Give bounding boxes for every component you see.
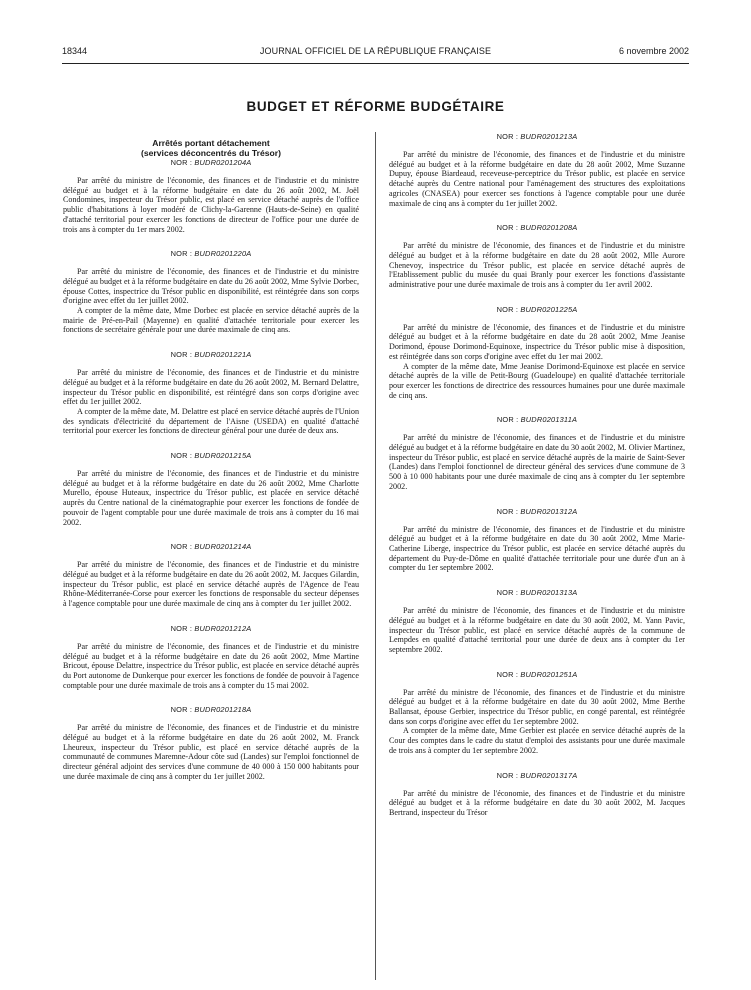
nor-code: BUDR0201311A bbox=[520, 415, 578, 425]
nor-code: BUDR0201212A bbox=[194, 623, 252, 633]
decree-paragraph: Par arrêté du ministre de l'économie, des finances et de l'industrie et du ministre délégué au budget et à la réforme budgétaire en date du 26 août 2002, M. Joël Condomines, inspecteur du Trésor public, est placé en service détaché auprès de l'office public d'habitations à loyer modéré de Clichy-la-Garenne (Hauts-de-Seine) en qualité d'attaché territorial pour exercer les fonctions de directeur de l'office pour une durée de trois ans à compter du 1er mars 2002. bbox=[63, 176, 359, 234]
column-heading-line-2: (services déconcentrés du Trésor) bbox=[141, 148, 281, 158]
column-divider bbox=[375, 132, 376, 980]
decree-entry bbox=[389, 132, 685, 208]
nor-label: NOR : bbox=[496, 506, 519, 516]
nor-label: NOR : bbox=[170, 542, 193, 552]
decree-paragraph: A compter de la même date, Mme Gerbier est placée en service détaché auprès de la Cour des comptes dans le cadre du statut d'emploi des assistants pour une durée maximale de trois ans à compter du 1er septembre 2002. bbox=[389, 726, 685, 755]
decree-paragraph: Par arrêté du ministre de l'économie, des finances et de l'industrie et du ministre délégué au budget et à la réforme budgétaire en date du 28 août 2002, Mme Suzanne Dupuy, épouse Biardeaud, receveuse-perceptrice du Trésor public, est placée en service détaché auprès du Centre national pour l'aménagement des structures des exploitations agricoles (CNASEA) pour exercer ses fonctions à l'agence comptable pour une durée maximale de cinq ans à compter du 1er juillet 2002. bbox=[389, 150, 685, 208]
nor-code: BUDR0201204A bbox=[194, 158, 252, 167]
decree-paragraph: Par arrêté du ministre de l'économie, des finances et de l'industrie et du ministre délégué au budget et à la réforme budgétaire en date du 26 août 2002, M. Jacques Gilardin, inspecteur du Trésor public, est placé en service détaché auprès de l'Agence de l'eau Rhône-Méditerranée-Corse pour exercer les fonctions de responsable du secteur dépenses à l'agence comptable pour une durée maximale de cinq ans à compter du 1er juillet 2002. bbox=[63, 560, 359, 609]
column-heading-line-1: Arrêtés portant détachement bbox=[152, 138, 270, 148]
decree-paragraph: A compter de la même date, M. Delattre est placé en service détaché auprès de l'Union des syndicats d'électricité du département de l'Aisne (USEDA) en qualité d'attaché territorial pour exercer les fonctions de directeur général pour une durée de deux ans. bbox=[63, 406, 359, 436]
nor-label: NOR : bbox=[496, 770, 519, 780]
nor-code: BUDR0201317A bbox=[520, 770, 578, 780]
nor-label: NOR : bbox=[170, 350, 193, 360]
nor-label: NOR : bbox=[170, 623, 193, 633]
decree-paragraph: Par arrêté du ministre de l'économie, des finances et de l'industrie et du ministre délégué au budget et à la réforme budgétaire en date du 30 août 2002, M. Jacques Bertrand, inspecteur du Trésor bbox=[389, 788, 685, 817]
nor-reference bbox=[63, 624, 359, 633]
decree-entry bbox=[389, 305, 685, 401]
decree-paragraph: Par arrêté du ministre de l'économie, des finances et de l'industrie et du ministre délégué au budget et à la réforme budgétaire en date du 30 août 2002, Mme Berthe Ballansat, épouse Gerbier, inspectrice du Trésor public, en congé parental, est réintégrée dans son corps d'origine avec effet du 1er septembre 2002. bbox=[389, 687, 685, 726]
decree-paragraph: Par arrêté du ministre de l'économie, des finances et de l'industrie et du ministre délégué au budget et à la réforme budgétaire en date du 30 août 2002, M. Yann Pavic, inspecteur du Trésor public, est placé en service détaché auprès de la commune de Lempdes en qualité d'attaché territorial pour une durée de deux ans à compter du 1er septembre 2002. bbox=[389, 606, 685, 654]
decree-paragraph: A compter de la même date, Mme Dorbec est placée en service détaché auprès de la mairie de Pré-en-Pail (Mayenne) en qualité d'attachée territoriale pour exercer les fonctions de secrétaire générale pour une durée maximale de cinq ans. bbox=[63, 306, 359, 335]
nor-reference bbox=[389, 771, 685, 780]
right-column bbox=[389, 132, 685, 833]
nor-reference bbox=[63, 451, 359, 460]
nor-code: BUDR0201218A bbox=[194, 705, 252, 715]
nor-reference bbox=[389, 223, 685, 232]
decree-paragraph: Par arrêté du ministre de l'économie, des finances et de l'industrie et du ministre délégué au budget et à la réforme budgétaire en date du 26 août 2002, M. Bernard Delattre, inspecteur du Trésor public en disponibilité, est réintégré dans son corps d'origine avec effet du 1er juillet 2002. bbox=[63, 368, 359, 407]
decree-entry bbox=[389, 670, 685, 756]
nor-code: BUDR0201312A bbox=[520, 506, 578, 516]
nor-label: NOR : bbox=[170, 451, 193, 461]
decree-entry bbox=[389, 507, 685, 574]
decree-entry bbox=[63, 158, 359, 234]
nor-reference bbox=[63, 158, 359, 167]
nor-label: NOR : bbox=[170, 705, 193, 715]
nor-label: NOR : bbox=[496, 304, 519, 314]
nor-code: BUDR0201214A bbox=[194, 542, 252, 552]
decree-paragraph: A compter de la même date, Mme Jeanise Dorimond-Equinoxe est placée en service détaché auprès de la ville de Petit-Bourg (Guadeloupe) en qualité d'attachée territoriale pour exercer les fonctions de directrice des ressources humaines pour une durée maximale de cinq ans. bbox=[389, 361, 685, 400]
decree-paragraph: Par arrêté du ministre de l'économie, des finances et de l'industrie et du ministre délégué au budget et à la réforme budgétaire en date du 26 août 2002, Mme Sylvie Dorbec, épouse Cottes, inspectrice du Trésor public en disponibilité, est réintégrée dans son corps d'origine avec effet du 1er juillet 2002. bbox=[63, 267, 359, 306]
nor-code: BUDR0201251A bbox=[520, 669, 578, 679]
nor-reference bbox=[389, 305, 685, 314]
nor-reference bbox=[389, 415, 685, 424]
header-rule bbox=[62, 63, 689, 64]
nor-label: NOR : bbox=[170, 249, 193, 259]
nor-reference bbox=[63, 542, 359, 551]
decree-entry bbox=[63, 705, 359, 781]
nor-reference bbox=[389, 588, 685, 597]
left-column bbox=[63, 138, 359, 797]
nor-reference bbox=[389, 132, 685, 141]
nor-code: BUDR0201215A bbox=[194, 451, 252, 461]
nor-code: BUDR0201221A bbox=[194, 350, 252, 360]
nor-reference bbox=[63, 705, 359, 714]
decree-entry bbox=[63, 350, 359, 436]
nor-code: BUDR0201225A bbox=[520, 304, 578, 314]
nor-label: NOR : bbox=[496, 223, 519, 233]
decree-entry bbox=[63, 451, 359, 527]
nor-reference bbox=[389, 507, 685, 516]
nor-label: NOR : bbox=[496, 669, 519, 679]
running-head bbox=[62, 46, 689, 60]
nor-code: BUDR0201220A bbox=[194, 249, 252, 259]
decree-entry bbox=[63, 624, 359, 691]
decree-entry bbox=[389, 588, 685, 655]
decree-paragraph: Par arrêté du ministre de l'économie, des finances et de l'industrie et du ministre délégué au budget et à la réforme budgétaire en date du 26 août 2002, M. Franck Lheureux, inspecteur du Trésor public, est placé en service détaché auprès de la communauté de communes Maremne-Adour côte sud (Landes) sur l'emploi fonctionnel de directeur général adjoint des services d'une commune de 40 000 à 150 000 habitants pour une durée maximale de cinq ans à compter du 1er juillet 2002. bbox=[63, 723, 359, 781]
nor-reference bbox=[389, 670, 685, 679]
page-number: 18344 bbox=[62, 46, 88, 56]
nor-label: NOR : bbox=[170, 158, 193, 167]
nor-reference bbox=[63, 350, 359, 359]
nor-code: BUDR0201213A bbox=[520, 132, 578, 141]
issue-date: 6 novembre 2002 bbox=[618, 46, 689, 56]
decree-paragraph: Par arrêté du ministre de l'économie, des finances et de l'industrie et du ministre délégué au budget et à la réforme budgétaire en date du 26 août 2002, Mme Martine Bricout, épouse Delattre, inspectrice du Trésor public, est placée en service détaché auprès du Port autonome de Dunkerque pour exercer les fonctions de fondée de pouvoir à l'agence comptable pour une durée maximale de trois ans à compter du 15 mai 2002. bbox=[63, 641, 359, 690]
decree-entry bbox=[389, 771, 685, 818]
decree-entry bbox=[63, 249, 359, 335]
decree-paragraph: Par arrêté du ministre de l'économie, des finances et de l'industrie et du ministre délégué au budget et à la réforme budgétaire en date du 30 août 2002, Mme Marie-Catherine Liberge, inspectrice du Trésor public, est placée en service détaché auprès du département du Puy-de-Dôme en qualité d'attachée territoriale pour une durée d'un an à compter du 1er septembre 2002. bbox=[389, 524, 685, 573]
decree-paragraph: Par arrêté du ministre de l'économie, des finances et de l'industrie et du ministre délégué au budget et à la réforme budgétaire en date du 30 août 2002, M. Olivier Martinez, inspecteur du Trésor public, est placé en service détaché auprès de la mairie de Saint-Sever (Landes) dans l'emploi fonctionnel de directeur général des services d'une commune de 3 500 à 10 000 habitants pour une durée maximale de cinq ans à compter du 1er septembre 2002. bbox=[389, 433, 685, 491]
nor-code: BUDR0201208A bbox=[520, 223, 578, 233]
nor-label: NOR : bbox=[496, 588, 519, 598]
nor-label: NOR : bbox=[496, 415, 519, 425]
journal-title: JOURNAL OFFICIEL DE LA RÉPUBLIQUE FRANÇAISE bbox=[259, 46, 492, 56]
decree-entry bbox=[389, 223, 685, 290]
nor-label: NOR : bbox=[496, 132, 519, 141]
decree-paragraph: Par arrêté du ministre de l'économie, des finances et de l'industrie et du ministre délégué au budget et à la réforme budgétaire en date du 28 août 2002, Mme Jeanise Dorimond, épouse Dorimond-Equinoxe, inspectrice du Trésor public mise à disposition, est réintégrée dans son corps d'origine avec effet du 1er mai 2002. bbox=[389, 322, 685, 361]
decree-entry bbox=[63, 542, 359, 609]
nor-code: BUDR0201313A bbox=[520, 588, 578, 598]
decree-paragraph: Par arrêté du ministre de l'économie, des finances et de l'industrie et du ministre délégué au budget et à la réforme budgétaire en date du 28 août 2002, Mlle Aurore Chenevoy, inspectrice du Trésor public, est placée en service détaché auprès de l'Etablissement public du musée du quai Branly pour exercer les fonctions d'assistante administrative pour une durée maximale de trois ans à compter du 1er avril 2002. bbox=[389, 241, 685, 290]
decree-paragraph: Par arrêté du ministre de l'économie, des finances et de l'industrie et du ministre délégué au budget et à la réforme budgétaire en date du 26 août 2002, Mme Charlotte Murello, épouse Huteaux, inspectrice du Trésor public, est placée en service détaché auprès du Centre national de la cinématographie pour exercer les fonctions de fondée de pouvoir de l'agent comptable pour une durée maximale de trois ans à compter du 16 mai 2002. bbox=[63, 469, 359, 527]
nor-reference bbox=[63, 249, 359, 258]
decree-entry bbox=[389, 415, 685, 491]
section-title: BUDGET ET RÉFORME BUDGÉTAIRE bbox=[246, 99, 505, 114]
